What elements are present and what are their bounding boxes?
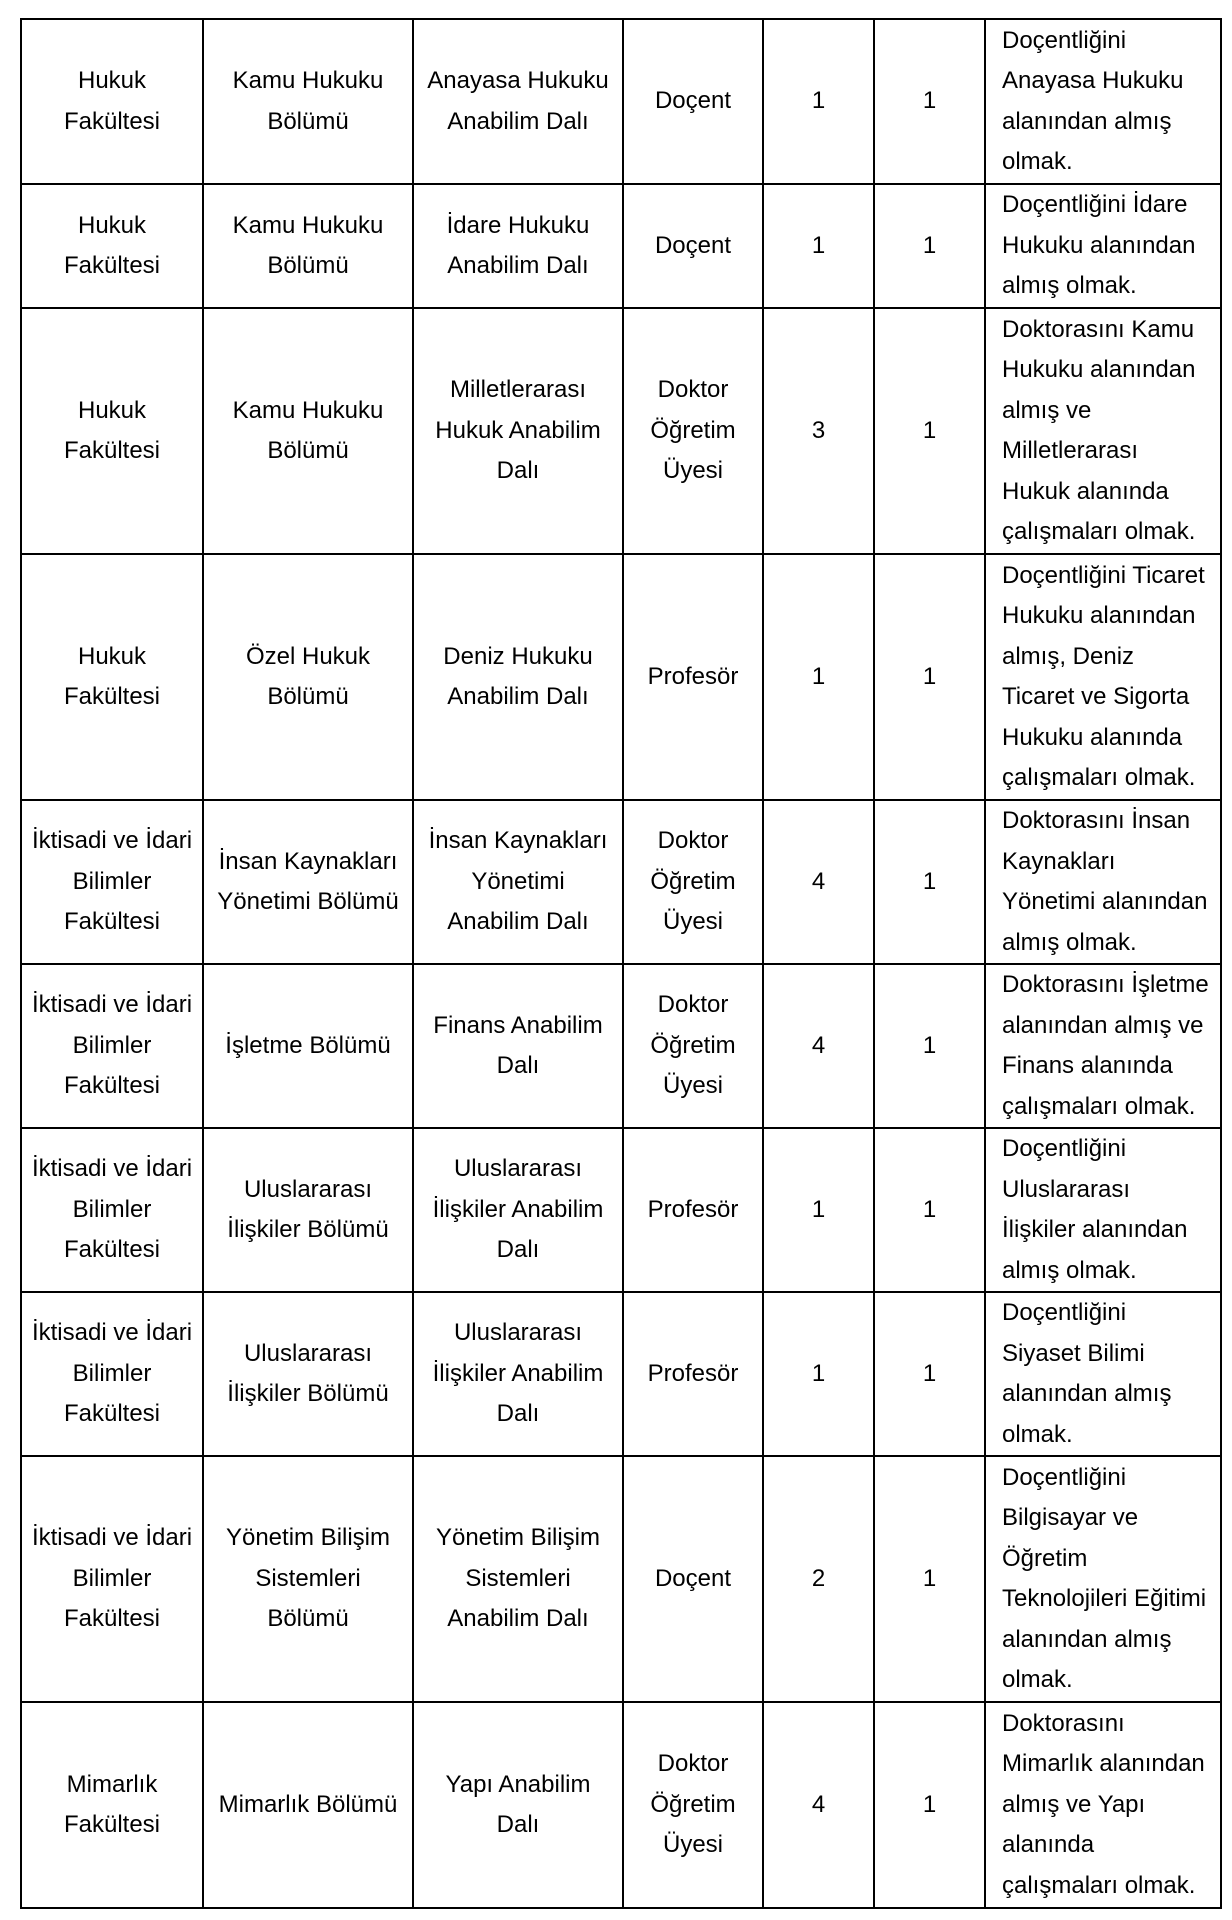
faculty-cell: İktisadi ve İdari Bilimler Fakültesi — [21, 1292, 203, 1456]
table-row — [21, 184, 1221, 308]
degree-cell: 2 — [763, 1456, 874, 1702]
count-cell: 1 — [874, 1456, 985, 1702]
count-cell: 1 — [874, 308, 985, 554]
table-row — [21, 19, 1221, 184]
division-cell: Milletlerarası Hukuk Anabilim Dalı — [413, 308, 623, 554]
count-cell: 1 — [874, 1702, 985, 1908]
title-cell: Profesör — [623, 1292, 763, 1456]
table-row — [21, 800, 1221, 964]
department-cell: Özel Hukuk Bölümü — [203, 554, 413, 800]
requirement-cell: Doçentliğini Anayasa Hukuku alanından almış olmak. — [985, 19, 1221, 184]
title-cell: Profesör — [623, 1128, 763, 1292]
requirement-cell: Doktorasını Mimarlık alanından almış ve Yapı alanında çalışmaları olmak. — [985, 1702, 1221, 1908]
degree-cell: 4 — [763, 800, 874, 964]
table-row — [21, 1702, 1221, 1908]
division-cell: Uluslararası İlişkiler Anabilim Dalı — [413, 1292, 623, 1456]
positions-table — [20, 18, 1222, 1909]
degree-cell: 4 — [763, 964, 874, 1128]
count-cell: 1 — [874, 964, 985, 1128]
department-cell: Kamu Hukuku Bölümü — [203, 308, 413, 554]
requirement-cell: Doçentliğini Uluslararası İlişkiler alanından almış olmak. — [985, 1128, 1221, 1292]
degree-cell: 1 — [763, 1128, 874, 1292]
faculty-cell: Mimarlık Fakültesi — [21, 1702, 203, 1908]
title-cell: Doktor Öğretim Üyesi — [623, 1702, 763, 1908]
faculty-cell: İktisadi ve İdari Bilimler Fakültesi — [21, 800, 203, 964]
requirement-cell: Doçentliğini Siyaset Bilimi alanından almış olmak. — [985, 1292, 1221, 1456]
department-cell: İnsan Kaynakları Yönetimi Bölümü — [203, 800, 413, 964]
degree-cell: 1 — [763, 19, 874, 184]
title-cell: Doktor Öğretim Üyesi — [623, 800, 763, 964]
title-cell: Doçent — [623, 184, 763, 308]
title-cell: Doçent — [623, 19, 763, 184]
division-cell: İdare Hukuku Anabilim Dalı — [413, 184, 623, 308]
faculty-cell: Hukuk Fakültesi — [21, 19, 203, 184]
degree-cell: 1 — [763, 554, 874, 800]
table-row — [21, 308, 1221, 554]
division-cell: Yapı Anabilim Dalı — [413, 1702, 623, 1908]
faculty-cell: İktisadi ve İdari Bilimler Fakültesi — [21, 964, 203, 1128]
positions-table-body — [21, 19, 1221, 1908]
table-row — [21, 1128, 1221, 1292]
requirement-cell: Doçentliğini Bilgisayar ve Öğretim Teknolojileri Eğitimi alanından almış olmak. — [985, 1456, 1221, 1702]
department-cell: Kamu Hukuku Bölümü — [203, 19, 413, 184]
division-cell: Anayasa Hukuku Anabilim Dalı — [413, 19, 623, 184]
department-cell: Kamu Hukuku Bölümü — [203, 184, 413, 308]
requirement-cell: Doçentliğini İdare Hukuku alanından almış olmak. — [985, 184, 1221, 308]
faculty-cell: İktisadi ve İdari Bilimler Fakültesi — [21, 1456, 203, 1702]
count-cell: 1 — [874, 184, 985, 308]
degree-cell: 3 — [763, 308, 874, 554]
table-row — [21, 1292, 1221, 1456]
division-cell: İnsan Kaynakları Yönetimi Anabilim Dalı — [413, 800, 623, 964]
count-cell: 1 — [874, 1292, 985, 1456]
department-cell: İşletme Bölümü — [203, 964, 413, 1128]
faculty-cell: Hukuk Fakültesi — [21, 308, 203, 554]
department-cell: Uluslararası İlişkiler Bölümü — [203, 1292, 413, 1456]
title-cell: Doktor Öğretim Üyesi — [623, 308, 763, 554]
count-cell: 1 — [874, 800, 985, 964]
title-cell: Profesör — [623, 554, 763, 800]
department-cell: Yönetim Bilişim Sistemleri Bölümü — [203, 1456, 413, 1702]
table-row — [21, 554, 1221, 800]
table-row — [21, 964, 1221, 1128]
requirement-cell: Doktorasını İşletme alanından almış ve Finans alanında çalışmaları olmak. — [985, 964, 1221, 1128]
faculty-cell: Hukuk Fakültesi — [21, 554, 203, 800]
department-cell: Uluslararası İlişkiler Bölümü — [203, 1128, 413, 1292]
count-cell: 1 — [874, 1128, 985, 1292]
table-row — [21, 1456, 1221, 1702]
degree-cell: 1 — [763, 184, 874, 308]
title-cell: Doktor Öğretim Üyesi — [623, 964, 763, 1128]
division-cell: Uluslararası İlişkiler Anabilim Dalı — [413, 1128, 623, 1292]
division-cell: Yönetim Bilişim Sistemleri Anabilim Dalı — [413, 1456, 623, 1702]
division-cell: Deniz Hukuku Anabilim Dalı — [413, 554, 623, 800]
requirement-cell: Doktorasını Kamu Hukuku alanından almış ve Milletlerarası Hukuk alanında çalışmaları olmak. — [985, 308, 1221, 554]
department-cell: Mimarlık Bölümü — [203, 1702, 413, 1908]
count-cell: 1 — [874, 554, 985, 800]
faculty-cell: İktisadi ve İdari Bilimler Fakültesi — [21, 1128, 203, 1292]
requirement-cell: Doçentliğini Ticaret Hukuku alanından almış, Deniz Ticaret ve Sigorta Hukuku alanında çalışmaları olmak. — [985, 554, 1221, 800]
faculty-cell: Hukuk Fakültesi — [21, 184, 203, 308]
title-cell: Doçent — [623, 1456, 763, 1702]
degree-cell: 4 — [763, 1702, 874, 1908]
degree-cell: 1 — [763, 1292, 874, 1456]
count-cell: 1 — [874, 19, 985, 184]
requirement-cell: Doktorasını İnsan Kaynakları Yönetimi alanından almış olmak. — [985, 800, 1221, 964]
division-cell: Finans Anabilim Dalı — [413, 964, 623, 1128]
